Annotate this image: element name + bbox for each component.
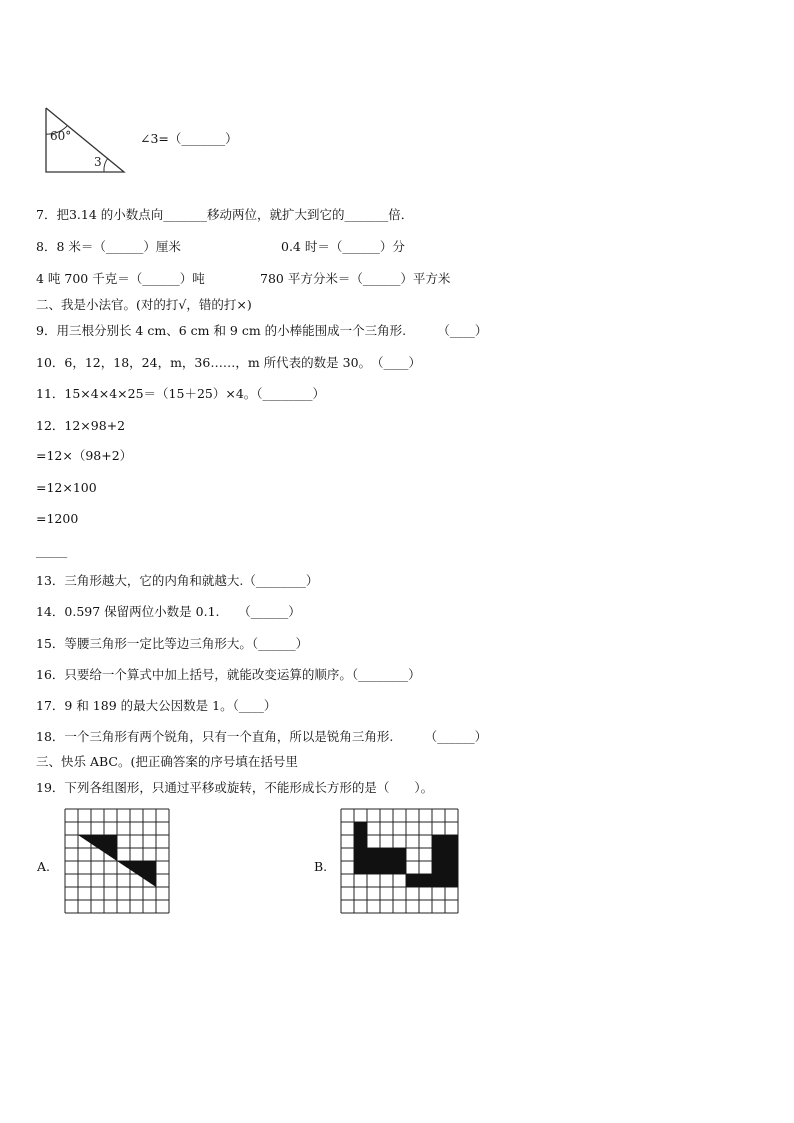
question-14: 14．0.597 保留两位小数是 0.1. （______） bbox=[36, 604, 301, 619]
question-12-step-2: =12×100 bbox=[36, 480, 97, 495]
question-15: 15．等腰三角形一定比等边三角形大。（______） bbox=[36, 636, 309, 651]
question-17: 17．9 和 189 的最大公因数是 1。（____） bbox=[36, 698, 277, 713]
grid-option-a bbox=[64, 808, 172, 924]
question-11: 11．15×4×4×25＝（15＋25）×4。（________） bbox=[36, 386, 326, 401]
grid-option-b bbox=[340, 808, 464, 924]
section-3-heading: 三、快乐 ABC。(把正确答案的序号填在括号里 bbox=[36, 754, 298, 769]
triangle-figure bbox=[38, 100, 148, 180]
question-8-d: 780 平方分米＝（______）平方米 bbox=[260, 271, 451, 286]
question-12: 12．12×98+2 bbox=[36, 418, 126, 433]
angle-60-label: 60° bbox=[50, 129, 72, 143]
question-12-step-1: =12×（98+2） bbox=[36, 448, 133, 463]
section-2-heading: 二、我是小法官。(对的打√，错的打×) bbox=[36, 297, 252, 312]
question-18: 18．一个三角形有两个锐角，只有一个直角，所以是锐角三角形. （______） bbox=[36, 729, 488, 744]
question-10: 10．6，12，18，24，m，36……，m 所代表的数是 30。 （____） bbox=[36, 355, 422, 370]
option-b-label: B. bbox=[314, 859, 328, 874]
question-13: 13．三角形越大，它的内角和就越大.（________） bbox=[36, 573, 319, 588]
option-a-label: A. bbox=[37, 859, 51, 874]
question-7: 7．把3.14 的小数点向_______移动两位，就扩大到它的_______倍． bbox=[36, 207, 414, 222]
angle-3-label: 3 bbox=[94, 155, 102, 169]
question-8-b: 0.4 时＝（______）分 bbox=[281, 239, 405, 254]
question-12-answer-blank: _____ bbox=[36, 543, 68, 558]
question-12-step-3: =1200 bbox=[36, 511, 79, 526]
question-9: 9．用三根分别长 4 cm、6 cm 和 9 cm 的小棒能围成一个三角形. （____） bbox=[36, 323, 488, 338]
angle-3-arc bbox=[104, 158, 108, 172]
question-19: 19．下列各组图形，只通过平移或旋转，不能形成长方形的是（ ）。 bbox=[36, 780, 434, 795]
question-8-c: 4 吨 700 千克＝（______）吨 bbox=[36, 271, 205, 286]
question-16: 16．只要给一个算式中加上括号，就能改变运算的顺序。（________） bbox=[36, 667, 421, 682]
question-8-a: 8．8 米＝（______）厘米 bbox=[36, 239, 181, 254]
angle-3-answer: ∠3=（_______） bbox=[140, 131, 238, 146]
